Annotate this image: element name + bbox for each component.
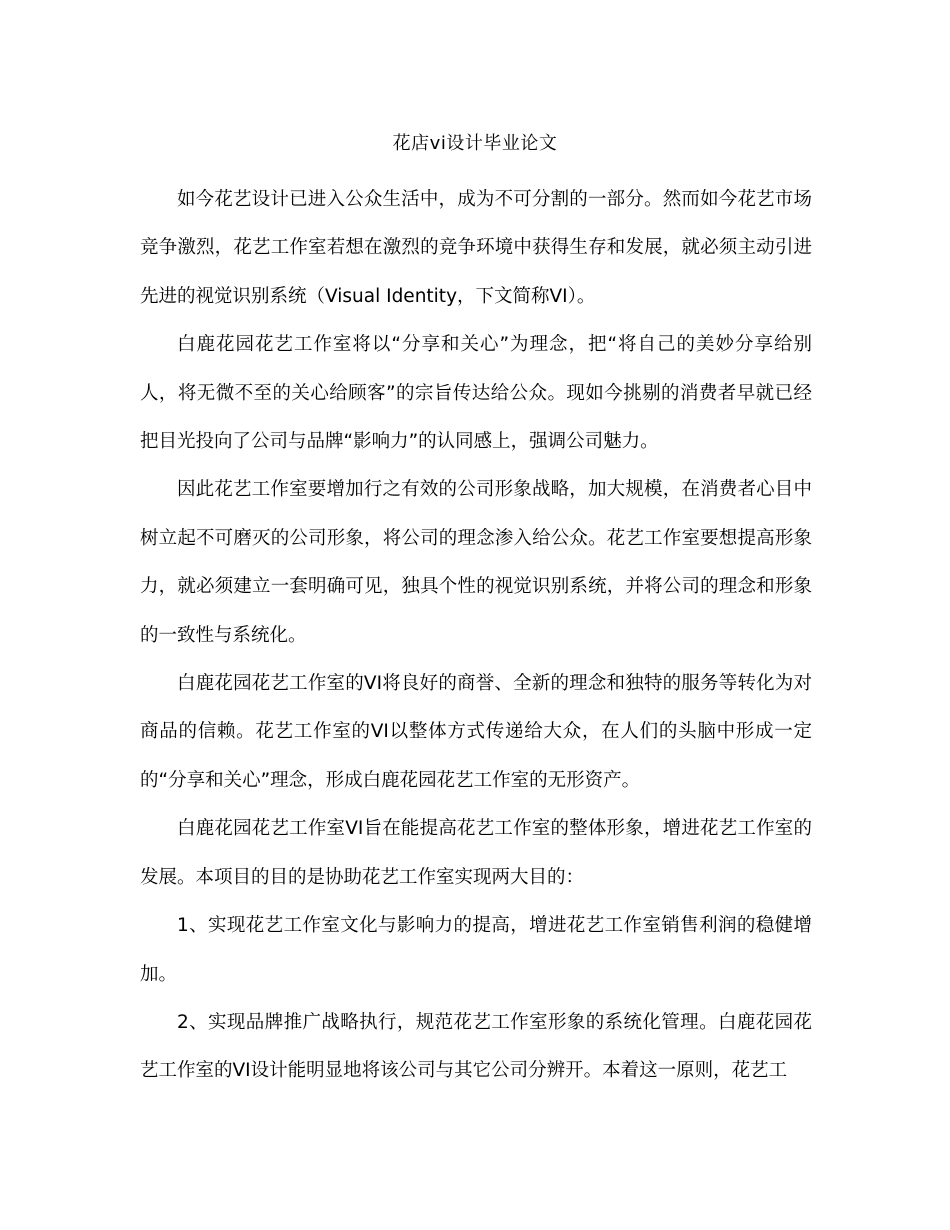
paragraph: 1、实现花艺工作室文化与影响力的提高，增进花艺工作室销售利润的稳健增加。 — [140, 915, 812, 985]
document-title: 花店vi设计毕业论文 — [392, 133, 558, 154]
paragraph: 白鹿花园花艺工作室VI旨在能提高花艺工作室的整体形象，增进花艺工作室的发展。本项目的目的是协助花艺工作室实现两大目的： — [140, 818, 812, 888]
document-body — [140, 176, 812, 1096]
paragraph: 因此花艺工作室要增加行之有效的公司形象战略，加大规模，在消费者心目中树立起不可磨灭的公司形象，将公司的理念渗入给公众。花艺工作室要想提高形象力，就必须建立一套明确可见，独具个性的视觉识别系统，并将公司的理念和形象的一致性与系统化。 — [140, 479, 812, 646]
paragraph: 白鹿花园花艺工作室将以“分享和关心”为理念，把“将自己的美妙分享给别人，将无微不至的关心给顾客”的宗旨传达给公众。现如今挑剔的消费者早就已经把目光投向了公司与品牌“影响力”的认同感上，强调公司魅力。 — [140, 334, 812, 453]
paragraph: 白鹿花园花艺工作室的VI将良好的商誉、全新的理念和独特的服务等转化为对商品的信赖。花艺工作室的VI以整体方式传递给大众，在人们的头脑中形成一定的“分享和关心”理念，形成白鹿花园花艺工作室的无形资产。 — [140, 673, 812, 791]
paragraph: 如今花艺设计已进入公众生活中，成为不可分割的一部分。然而如今花艺市场竞争激烈，花艺工作室若想在激烈的竞争环境中获得生存和发展，就必须主动引进先进的视觉识别系统（Visual Identity，下文简称VI）。 — [140, 189, 812, 307]
paragraph: 2、实现品牌推广战略执行，规范花艺工作室形象的系统化管理。白鹿花园花艺工作室的VI设计能明显地将该公司与其它公司分辨开。本着这一原则，花艺工 — [140, 1011, 812, 1082]
